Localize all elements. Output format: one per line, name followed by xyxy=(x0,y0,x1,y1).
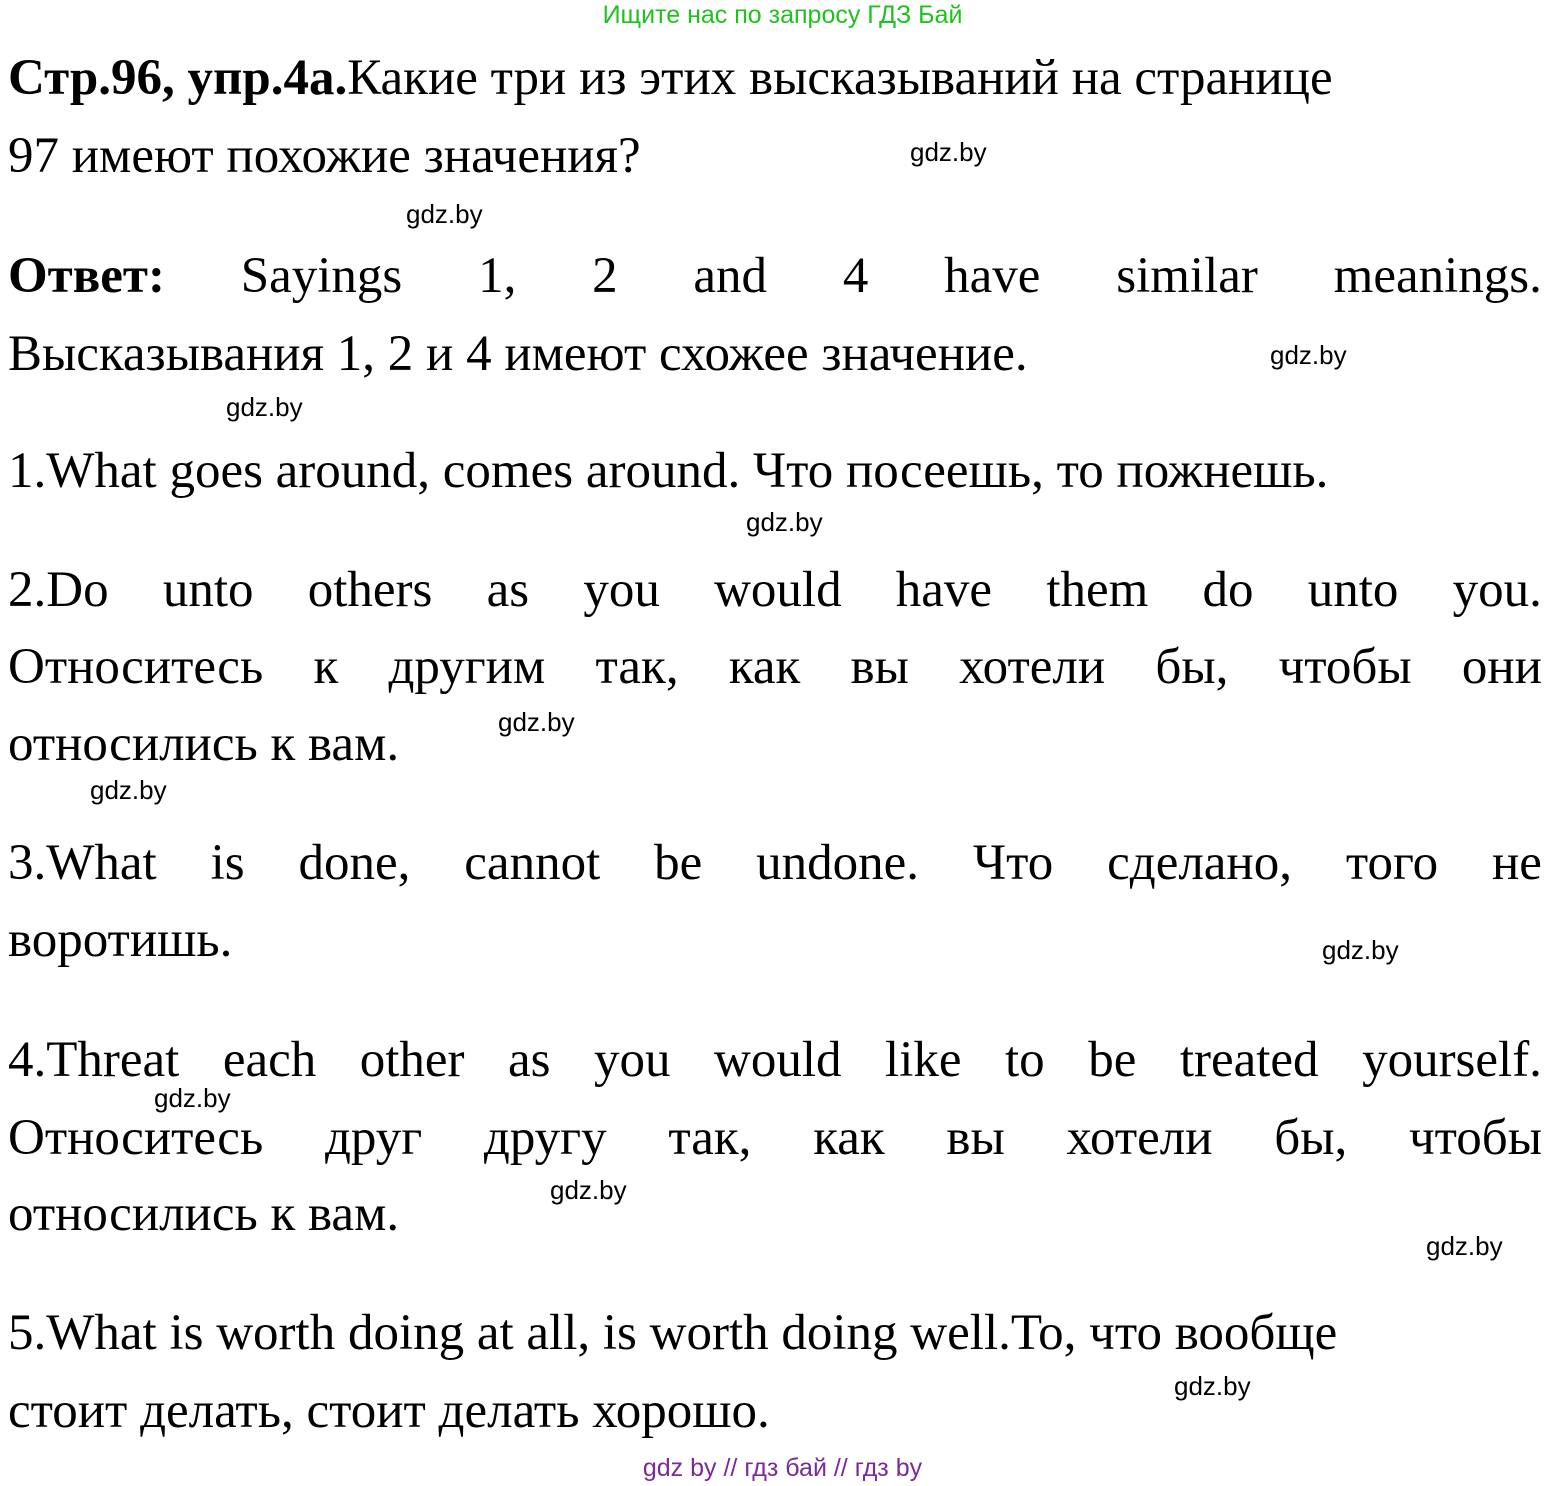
word: yourself. xyxy=(1362,1032,1542,1088)
watermark: gdz.by xyxy=(1322,935,1399,965)
answer-word: 2 xyxy=(592,248,618,304)
answer-word: and xyxy=(693,248,768,304)
answer-word: meanings. xyxy=(1333,248,1542,304)
answer-label: Ответ: xyxy=(8,248,165,304)
saying-2-line-2 xyxy=(8,637,1542,697)
watermark: gdz.by xyxy=(90,775,167,805)
word: would xyxy=(714,562,842,618)
watermark: gdz.by xyxy=(498,707,575,737)
word: others xyxy=(307,562,433,618)
word: бы, xyxy=(1155,639,1229,695)
word: другу xyxy=(483,1110,607,1166)
word: чтобы xyxy=(1278,639,1412,695)
answer-word: similar xyxy=(1116,248,1258,304)
word: как xyxy=(728,639,801,695)
word: as xyxy=(486,562,530,618)
saying-4-line-2 xyxy=(8,1108,1542,1168)
word: be xyxy=(654,835,703,891)
answer-translation: Высказывания 1, 2 и 4 имеют схожее значение. xyxy=(8,326,1028,382)
word: unto xyxy=(1307,562,1399,618)
question-text-1: Какие три из этих высказываний на странице xyxy=(347,50,1333,106)
word: Относитесь xyxy=(8,639,264,695)
word: you xyxy=(583,562,660,618)
word: 3.What xyxy=(8,835,157,891)
word: хотели xyxy=(1066,1110,1213,1166)
question-label: Стр.96, упр.4а. xyxy=(8,50,348,106)
word: друг xyxy=(324,1110,423,1166)
word: is xyxy=(210,835,245,891)
question-line-2: 97 имеют похожие значения? xyxy=(8,128,641,184)
watermark: gdz.by xyxy=(746,507,823,537)
watermark: gdz.by xyxy=(154,1083,231,1113)
saying-5-line-2: стоит делать, стоит делать хорошо. xyxy=(8,1383,770,1439)
watermark: gdz.by xyxy=(1270,340,1347,370)
word: you xyxy=(594,1032,671,1088)
word: Относитесь xyxy=(8,1110,264,1166)
saying-1: 1.What goes around, comes around. Что посеешь, то пожнешь. xyxy=(8,443,1329,499)
question-line-1 xyxy=(8,48,1542,108)
watermark: gdz.by xyxy=(226,392,303,422)
word: другим xyxy=(388,639,546,695)
word: cannot xyxy=(464,835,601,891)
word: have xyxy=(895,562,993,618)
watermark: gdz.by xyxy=(910,137,987,167)
word: 2.Do xyxy=(8,562,109,618)
watermark: gdz.by xyxy=(1174,1371,1251,1401)
word: хотели xyxy=(959,639,1106,695)
answer-line-1 xyxy=(8,246,1542,306)
saying-3-line-1 xyxy=(8,833,1542,893)
word: to xyxy=(1005,1032,1045,1088)
word: бы, xyxy=(1274,1110,1348,1166)
word: like xyxy=(885,1032,962,1088)
saying-2-line-1 xyxy=(8,560,1542,620)
word: do xyxy=(1202,562,1254,618)
saying-4-line-3: относились к вам. xyxy=(8,1186,400,1242)
word: done, xyxy=(298,835,411,891)
word: они xyxy=(1461,639,1542,695)
word: к xyxy=(313,639,339,695)
saying-4-line-1 xyxy=(8,1030,1542,1090)
saying-3-line-2: воротишь. xyxy=(8,912,233,968)
word: не xyxy=(1492,835,1542,891)
word: would xyxy=(714,1032,842,1088)
answer-word: Sayings xyxy=(240,248,403,304)
watermark: gdz.by xyxy=(406,199,483,229)
watermark: gdz.by xyxy=(550,1175,627,1205)
word: Что xyxy=(972,835,1054,891)
answer-word: have xyxy=(944,248,1041,304)
word: undone. xyxy=(756,835,920,891)
word: you. xyxy=(1452,562,1542,618)
word: сделано, xyxy=(1107,835,1292,891)
word: as xyxy=(508,1032,551,1088)
word: того xyxy=(1345,835,1439,891)
word: them xyxy=(1046,562,1149,618)
word: other xyxy=(359,1032,465,1088)
answer-word: 1, xyxy=(478,248,517,304)
top-banner[interactable]: Ищите нас по запросу ГДЗ Бай xyxy=(602,1,963,29)
word: treated xyxy=(1179,1032,1319,1088)
watermark: gdz.by xyxy=(1426,1231,1503,1261)
word: так, xyxy=(668,1110,752,1166)
word: be xyxy=(1088,1032,1137,1088)
word: 4.Threat xyxy=(8,1032,180,1088)
saying-2-line-3: относились к вам. xyxy=(8,716,400,772)
word: чтобы xyxy=(1409,1110,1542,1166)
word: each xyxy=(222,1032,317,1088)
word: как xyxy=(813,1110,885,1166)
word: вы xyxy=(850,639,909,695)
word: unto xyxy=(162,562,254,618)
word: вы xyxy=(946,1110,1005,1166)
answer-word: 4 xyxy=(842,248,869,304)
word: так, xyxy=(595,639,679,695)
footer-links[interactable]: gdz by // гдз бай // гдз by xyxy=(642,1454,923,1482)
saying-5-line-1: 5.What is worth doing at all, is worth doing well.То, что вообще xyxy=(8,1305,1338,1361)
